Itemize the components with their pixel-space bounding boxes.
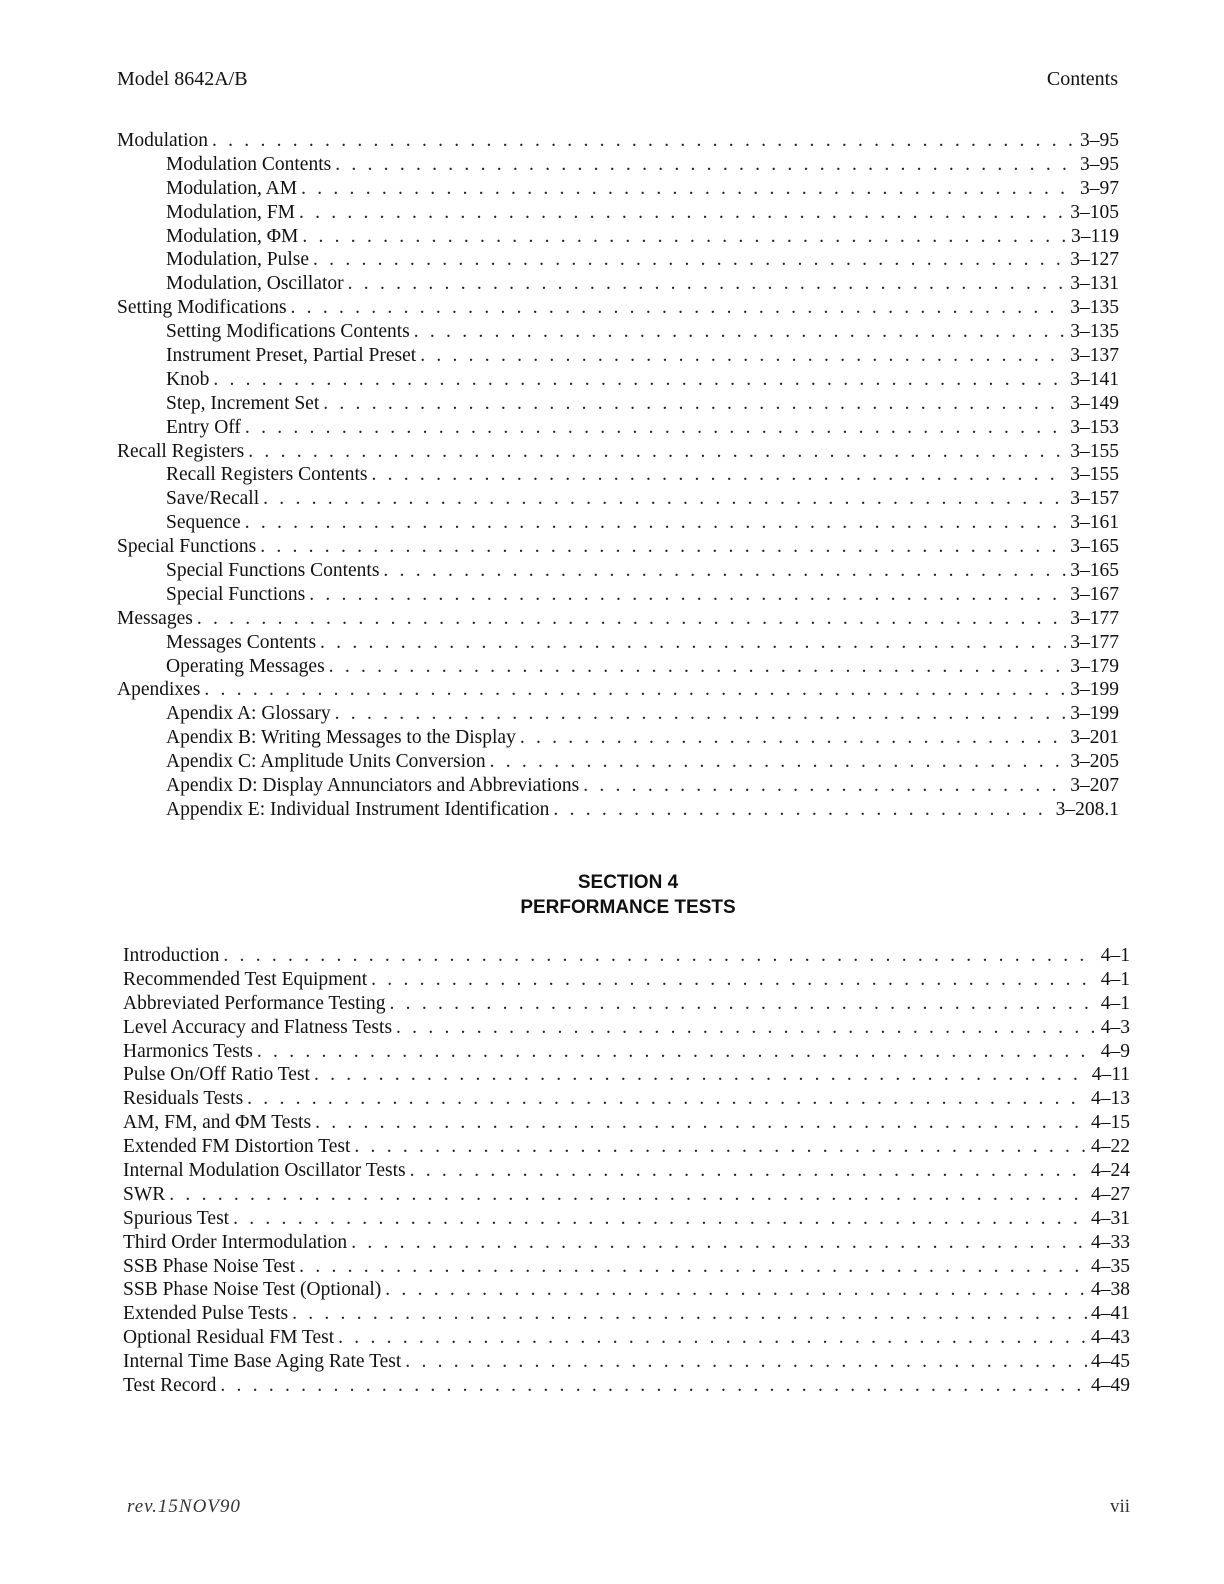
toc-entry-title: Entry Off [166, 416, 241, 438]
toc-entry [117, 392, 1119, 416]
toc-entry-page: 3–95 [1080, 130, 1119, 151]
toc-entry-page: 3–199 [1070, 679, 1119, 701]
dot-leader [583, 774, 1066, 798]
toc-entry-page: 4–43 [1091, 1327, 1130, 1349]
toc-entry [117, 201, 1119, 225]
dot-leader [338, 1326, 1087, 1350]
dot-leader [245, 416, 1066, 440]
toc-entry [117, 631, 1119, 655]
toc-entry [117, 177, 1119, 201]
toc-entry-title: Step, Increment Set [166, 392, 320, 414]
dot-leader [329, 655, 1067, 679]
section-number: SECTION 4 [577, 872, 679, 893]
toc-entry [117, 798, 1119, 822]
running-header-contents: Contents [1046, 68, 1118, 90]
dot-leader [371, 968, 1097, 992]
dot-leader [313, 248, 1066, 272]
toc-entry-title: Setting Modifications [117, 297, 287, 319]
toc-entry-page: 4–1 [1100, 945, 1130, 966]
toc-entry-page: 3–97 [1080, 177, 1119, 199]
toc-entry-page: 3–179 [1070, 655, 1119, 677]
dot-leader [204, 678, 1066, 702]
toc-entry [123, 1207, 1130, 1231]
toc-entry [117, 272, 1119, 296]
toc-entry-title: Test Record [123, 1375, 217, 1397]
toc-entry-title: Harmonics Tests [123, 1040, 253, 1062]
toc-entry-title: Apendix B: Writing Messages to the Display [166, 727, 516, 749]
toc-entry-page: 3–165 [1070, 560, 1119, 582]
dot-leader [260, 535, 1066, 559]
toc-section-3 [117, 129, 1119, 822]
dot-leader [247, 1087, 1087, 1111]
toc-entry-page: 4–41 [1091, 1303, 1130, 1325]
toc-entry-page: 3–137 [1070, 345, 1119, 367]
toc-entry [123, 1374, 1130, 1398]
toc-entry [117, 607, 1119, 631]
toc-entry [123, 1016, 1130, 1040]
dot-leader [351, 1231, 1087, 1255]
toc-entry [117, 344, 1119, 368]
toc-entry-page: 4–22 [1091, 1136, 1130, 1158]
toc-entry-page: 3–167 [1070, 583, 1119, 605]
toc-entry-page: 3–177 [1070, 607, 1119, 629]
revision-date: rev.15NOV90 [127, 1496, 241, 1517]
toc-entry [123, 1159, 1130, 1183]
toc-entry-page: 3–205 [1070, 751, 1119, 773]
toc-entry-page: 3–149 [1070, 392, 1119, 414]
toc-entry-title: Extended Pulse Tests [123, 1303, 289, 1325]
toc-entry-title: SWR [123, 1183, 166, 1205]
toc-entry [123, 1111, 1130, 1135]
toc-entry-title: SSB Phase Noise Test [123, 1255, 296, 1277]
toc-entry-page: 4–33 [1091, 1231, 1130, 1253]
dot-leader [248, 440, 1066, 464]
toc-entry-title: Apendixes [117, 679, 201, 701]
toc-entry-title: Recommended Test Equipment [123, 968, 368, 990]
toc-entry-page: 3–95 [1080, 153, 1119, 175]
toc-entry-page: 3–135 [1070, 297, 1119, 319]
toc-section-4 [123, 944, 1130, 1398]
toc-entry [117, 678, 1119, 702]
toc-entry-title: Appendix E: Individual Instrument Identification [166, 798, 550, 820]
dot-leader [223, 944, 1096, 968]
toc-entry-title: Modulation Contents [166, 153, 332, 175]
toc-entry [123, 1255, 1130, 1279]
toc-entry-title: Spurious Test [123, 1207, 230, 1229]
toc-entry-title: Optional Residual FM Test [123, 1327, 335, 1349]
dot-leader [354, 1135, 1087, 1159]
toc-entry-page: 3–119 [1070, 225, 1119, 247]
dot-leader [335, 702, 1067, 726]
toc-entry-page: 4–15 [1091, 1112, 1130, 1134]
dot-leader [257, 1040, 1097, 1064]
toc-entry-page: 3–199 [1070, 703, 1119, 725]
toc-entry [117, 511, 1119, 535]
toc-entry-title: Internal Modulation Oscillator Tests [123, 1160, 406, 1182]
toc-entry-title: SSB Phase Noise Test (Optional) [123, 1279, 382, 1301]
toc-entry-title: Operating Messages [166, 655, 325, 677]
dot-leader [299, 1255, 1087, 1279]
toc-entry-page: 4–45 [1091, 1351, 1130, 1373]
toc-entry [117, 248, 1119, 272]
toc-entry-page: 4–49 [1091, 1375, 1130, 1397]
toc-entry [117, 368, 1119, 392]
toc-entry-title: Special Functions [117, 536, 257, 558]
toc-entry [123, 992, 1130, 1016]
page-number: vii [1109, 1496, 1130, 1517]
toc-entry-page: 3–141 [1070, 368, 1119, 390]
toc-entry-title: Messages [117, 607, 193, 629]
toc-entry-page: 4–9 [1100, 1040, 1130, 1062]
toc-entry-title: Modulation, AM [166, 177, 298, 199]
toc-entry-page: 3–177 [1070, 631, 1119, 653]
dot-leader [315, 1111, 1087, 1135]
dot-leader [263, 487, 1066, 511]
toc-entry-page: 3–155 [1070, 440, 1119, 462]
toc-entry-page: 4–35 [1091, 1255, 1130, 1277]
toc-entry [123, 1302, 1130, 1326]
toc-entry-title: Introduction [123, 945, 220, 966]
toc-entry-page: 3–161 [1070, 512, 1119, 534]
toc-entry-page: 3–157 [1070, 488, 1119, 510]
toc-entry-title: Recall Registers Contents [166, 464, 368, 486]
toc-entry-title: Special Functions [166, 583, 306, 605]
toc-entry-title: Apendix D: Display Annunciators and Abbreviations [166, 775, 580, 797]
dot-leader [212, 129, 1076, 153]
toc-entry-page: 3–131 [1070, 273, 1119, 295]
toc-entry-title: AM, FM, and ΦM Tests [123, 1112, 312, 1134]
toc-entry-title: Modulation, Oscillator [166, 273, 344, 295]
dot-leader [320, 631, 1066, 655]
toc-entry-page: 4–13 [1091, 1088, 1130, 1110]
toc-entry [123, 968, 1130, 992]
toc-entry [117, 225, 1119, 249]
toc-entry-title: Messages Contents [166, 631, 317, 653]
dot-leader [301, 177, 1076, 201]
toc-entry [117, 463, 1119, 487]
toc-entry-title: Apendix A: Glossary [166, 703, 331, 725]
toc-entry-page: 4–31 [1091, 1207, 1130, 1229]
dot-leader [383, 559, 1066, 583]
toc-entry [123, 1231, 1130, 1255]
toc-entry-page: 3–105 [1070, 201, 1119, 223]
toc-entry [123, 1063, 1130, 1087]
toc-entry-title: Internal Time Base Aging Rate Test [123, 1351, 402, 1373]
toc-entry-page: 4–1 [1100, 968, 1130, 990]
dot-leader [213, 368, 1066, 392]
toc-entry-page: 4–1 [1100, 992, 1130, 1014]
toc-entry-title: Modulation [117, 130, 208, 151]
toc-entry-title: Pulse On/Off Ratio Test [123, 1064, 310, 1086]
dot-leader [390, 992, 1097, 1016]
toc-entry-title: Recall Registers [117, 440, 245, 462]
dot-leader [335, 153, 1076, 177]
dot-leader [490, 750, 1067, 774]
toc-entry [117, 655, 1119, 679]
toc-entry-title: Knob [166, 368, 210, 390]
dot-leader [197, 607, 1066, 631]
toc-entry [117, 726, 1119, 750]
toc-entry [117, 440, 1119, 464]
toc-entry [123, 1135, 1130, 1159]
running-header-model: Model 8642A/B [117, 68, 248, 90]
dot-leader [414, 320, 1067, 344]
toc-entry-title: Save/Recall [166, 488, 260, 510]
dot-leader [520, 726, 1066, 750]
dot-leader [291, 296, 1067, 320]
toc-entry [123, 1040, 1130, 1064]
toc-entry-page: 3–165 [1070, 536, 1119, 558]
dot-leader [410, 1159, 1087, 1183]
toc-entry-title: Extended FM Distortion Test [123, 1136, 351, 1158]
toc-entry-title: Residuals Tests [123, 1088, 244, 1110]
dot-leader [385, 1278, 1087, 1302]
toc-entry-page: 3–208.1 [1055, 798, 1119, 820]
toc-entry [123, 1326, 1130, 1350]
toc-entry-title: Abbreviated Performance Testing [123, 992, 386, 1014]
toc-entry [117, 583, 1119, 607]
toc-entry-page: 3–127 [1070, 249, 1119, 271]
toc-entry-title: Instrument Preset, Partial Preset [166, 345, 417, 367]
section-title: PERFORMANCE TESTS [520, 897, 736, 918]
dot-leader [420, 344, 1066, 368]
dot-leader [405, 1350, 1087, 1374]
toc-entry-page: 3–135 [1070, 321, 1119, 343]
dot-leader [220, 1374, 1087, 1398]
dot-leader [245, 511, 1067, 535]
dot-leader [348, 272, 1067, 296]
toc-entry-page: 4–24 [1091, 1160, 1130, 1182]
toc-entry [117, 129, 1119, 153]
toc-entry-page: 4–38 [1091, 1279, 1130, 1301]
toc-entry [117, 702, 1119, 726]
toc-entry-title: Level Accuracy and Flatness Tests [123, 1016, 393, 1038]
toc-entry-page: 4–11 [1091, 1064, 1130, 1086]
toc-entry [123, 944, 1130, 968]
dot-leader [371, 463, 1066, 487]
toc-entry-page: 3–207 [1070, 775, 1119, 797]
dot-leader [314, 1063, 1088, 1087]
toc-entry [117, 750, 1119, 774]
dot-leader [553, 798, 1051, 822]
toc-entry [117, 416, 1119, 440]
toc-entry-title: Modulation, ΦM [166, 225, 299, 247]
toc-entry-page: 4–27 [1091, 1183, 1130, 1205]
toc-entry-title: Setting Modifications Contents [166, 321, 410, 343]
toc-entry [123, 1278, 1130, 1302]
toc-entry [123, 1087, 1130, 1111]
dot-leader [169, 1183, 1087, 1207]
dot-leader [233, 1207, 1087, 1231]
dot-leader [323, 392, 1066, 416]
toc-entry [123, 1183, 1130, 1207]
toc-entry [123, 1350, 1130, 1374]
dot-leader [396, 1016, 1097, 1040]
toc-entry [117, 535, 1119, 559]
dot-leader [309, 583, 1066, 607]
toc-entry [117, 774, 1119, 798]
toc-entry-page: 3–153 [1070, 416, 1119, 438]
toc-entry-title: Apendix C: Amplitude Units Conversion [166, 751, 486, 773]
toc-entry [117, 153, 1119, 177]
dot-leader [292, 1302, 1087, 1326]
toc-entry [117, 320, 1119, 344]
toc-entry [117, 296, 1119, 320]
toc-entry-page: 3–155 [1070, 464, 1119, 486]
toc-entry-title: Third Order Intermodulation [123, 1231, 348, 1253]
toc-entry [117, 559, 1119, 583]
toc-entry-title: Modulation, Pulse [166, 249, 310, 271]
toc-entry-page: 4–3 [1100, 1016, 1130, 1038]
toc-entry-title: Special Functions Contents [166, 560, 380, 582]
dot-leader [302, 225, 1067, 249]
toc-entry-title: Sequence [166, 512, 241, 534]
toc-entry [117, 487, 1119, 511]
dot-leader [299, 201, 1066, 225]
toc-entry-page: 3–201 [1070, 727, 1119, 749]
toc-entry-title: Modulation, FM [166, 201, 295, 223]
